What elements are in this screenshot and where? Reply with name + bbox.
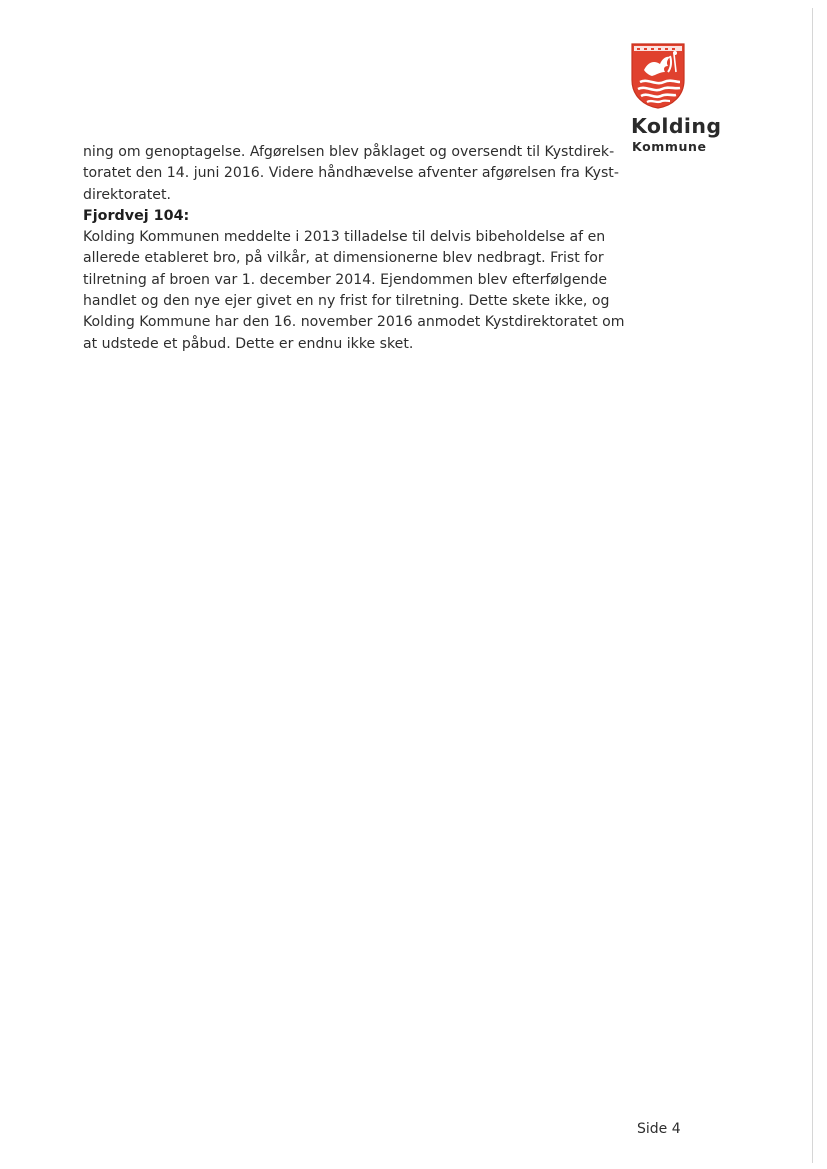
- coat-of-arms-icon: [630, 42, 686, 110]
- text-line: allerede etableret bro, på vilkår, at dimensionerne blev nedbragt. Frist for: [83, 250, 604, 267]
- section-paragraph: [83, 227, 628, 355]
- text-line: handlet og den nye ejer givet en ny frist for tilretning. Dette skete ikke, og: [83, 293, 610, 310]
- text-line: Kolding Kommune har den 16. november 2016 anmodet Kystdirektoratet om: [83, 314, 625, 331]
- text-line: direktoratet.: [83, 186, 171, 203]
- kolding-kommune-logo: [628, 42, 734, 158]
- section-heading: Fjordvej 104:: [83, 207, 190, 224]
- logo-name: Kolding: [631, 114, 722, 138]
- text-line: at udstede et påbud. Dette er endnu ikke sket.: [83, 335, 414, 352]
- intro-paragraph: [83, 142, 628, 206]
- logo-subtitle: Kommune: [632, 139, 707, 154]
- text-line: Kolding Kommunen meddelte i 2013 tilladelse til delvis bibeholdelse af en: [83, 229, 606, 246]
- page-edge-line: [812, 8, 813, 1163]
- document-body: [83, 142, 628, 355]
- text-line: toratet den 14. juni 2016. Videre håndhævelse afventer afgørelsen fra Kyst-: [83, 165, 619, 182]
- text-line: tilretning af broen var 1. december 2014. Ejendommen blev efterfølgende: [83, 271, 608, 288]
- text-line: ning om genoptagelse. Afgørelsen blev påklaget og oversendt til Kystdirek-: [83, 144, 615, 160]
- page-number: Side 4: [637, 1121, 681, 1137]
